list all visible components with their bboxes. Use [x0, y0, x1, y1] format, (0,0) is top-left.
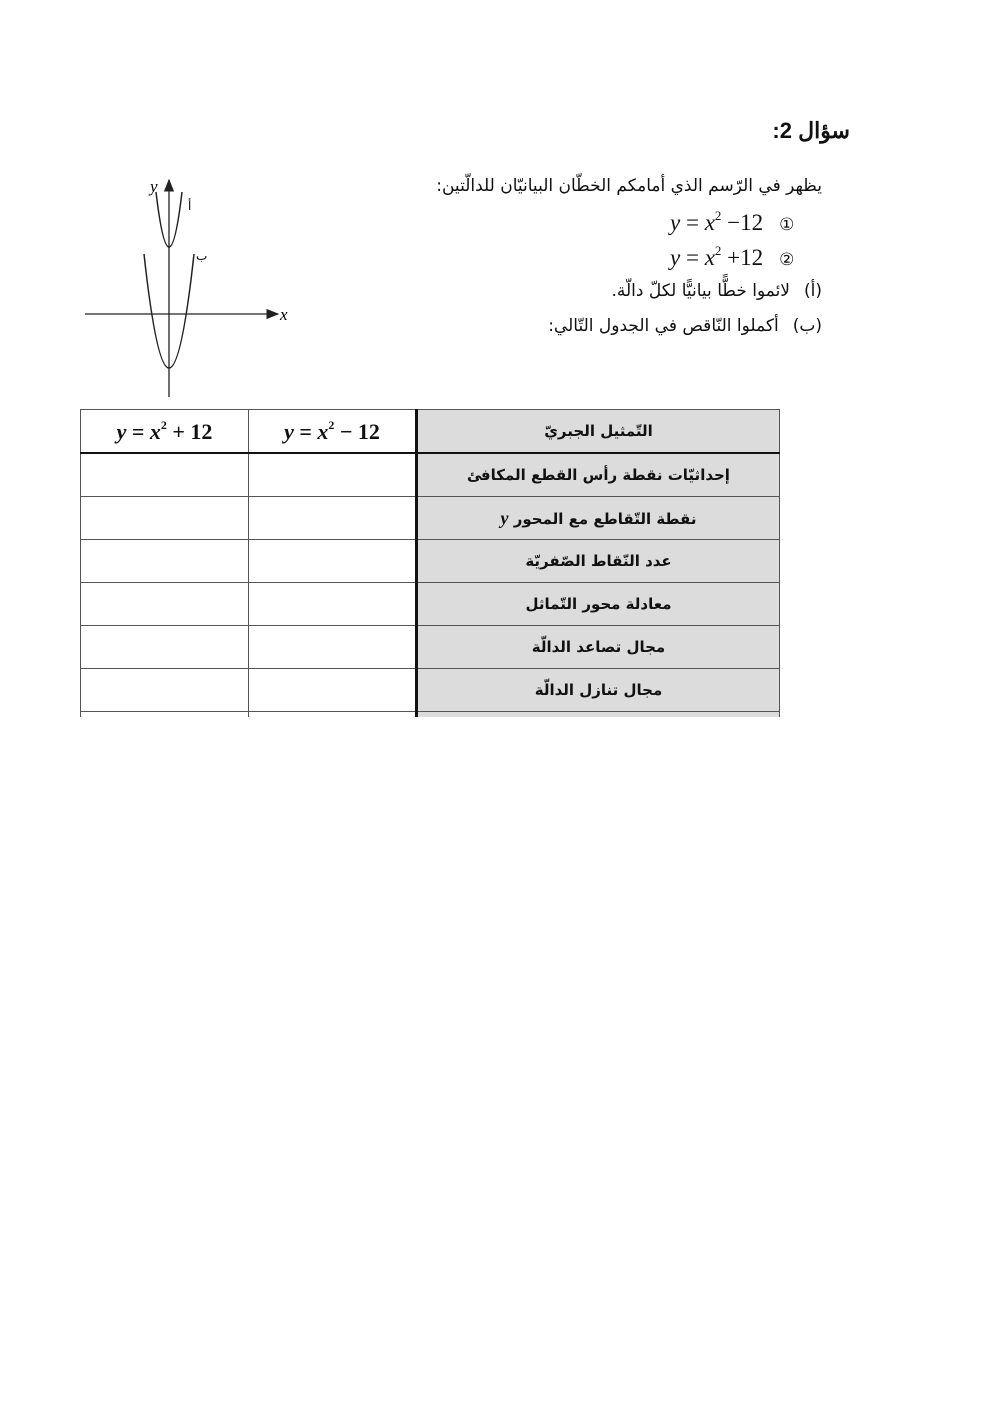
answer-cell[interactable]	[81, 497, 249, 540]
answer-cell[interactable]	[81, 540, 249, 583]
answer-cell[interactable]	[81, 669, 249, 712]
table-header-row	[81, 410, 780, 454]
table-row	[81, 540, 780, 583]
circled-number-1: ①	[779, 215, 795, 235]
table-row	[81, 453, 780, 497]
table-row	[81, 583, 780, 626]
curve-a-label: أ	[188, 199, 192, 213]
curve-b-label: ب	[196, 249, 208, 263]
answer-cell[interactable]	[249, 540, 417, 583]
row-label-y-intercept: نقطة التّقاطع مع المحور y	[417, 497, 780, 540]
row-label-increasing: مجال تصاعد الدالّة	[417, 626, 780, 669]
answer-cell[interactable]	[81, 583, 249, 626]
parabola-graph	[80, 172, 300, 402]
header-function-1: $y = x^2 - 12$	[249, 410, 417, 454]
part-b	[548, 316, 822, 336]
part-b-text: أكملوا النّاقص في الجدول التّالي:	[548, 316, 779, 336]
answer-cell[interactable]	[249, 669, 417, 712]
answer-cell[interactable]	[81, 626, 249, 669]
part-a-text: لائموا خطًّا بيانيًّا لكلّ دالّة.	[611, 281, 790, 301]
table-row	[81, 669, 780, 712]
y-axis-label: y	[150, 177, 158, 196]
properties-table	[80, 409, 780, 717]
row-label-zeros: عدد النّقاط الصّفريّة	[417, 540, 780, 583]
part-a	[611, 281, 822, 301]
table-row	[81, 626, 780, 669]
row-label-symmetry-axis: معادلة محور التّماثل	[417, 583, 780, 626]
x-axis-label: x	[280, 305, 288, 324]
part-b-label: (ب)	[792, 316, 822, 336]
circled-number-2: ②	[779, 250, 795, 270]
answer-cell[interactable]	[249, 626, 417, 669]
question-title: سؤال 2:	[772, 118, 850, 143]
function-1: $y = x^2 -12$ ①	[670, 208, 795, 235]
row-label-vertex: إحداثيّات نقطة رأس القطع المكافئ	[417, 453, 780, 497]
answer-cell[interactable]	[249, 583, 417, 626]
intro-text: يظهر في الرّسم الذي أمامكم الخطّان البيانيّان للدالّتين:	[436, 176, 822, 196]
function-2: $y = x^2 +12$ ②	[670, 243, 795, 270]
answer-cell[interactable]	[249, 497, 417, 540]
header-function-2: $y = x^2 + 12$	[81, 410, 249, 454]
answer-cell[interactable]	[81, 453, 249, 497]
row-label-decreasing: مجال تنازل الدالّة	[417, 669, 780, 712]
part-a-label: (أ)	[804, 281, 822, 301]
table-row	[81, 497, 780, 540]
header-row-label: التّمثيل الجبريّ	[417, 410, 780, 454]
table-cut-row	[81, 712, 780, 718]
answer-cell[interactable]	[249, 453, 417, 497]
